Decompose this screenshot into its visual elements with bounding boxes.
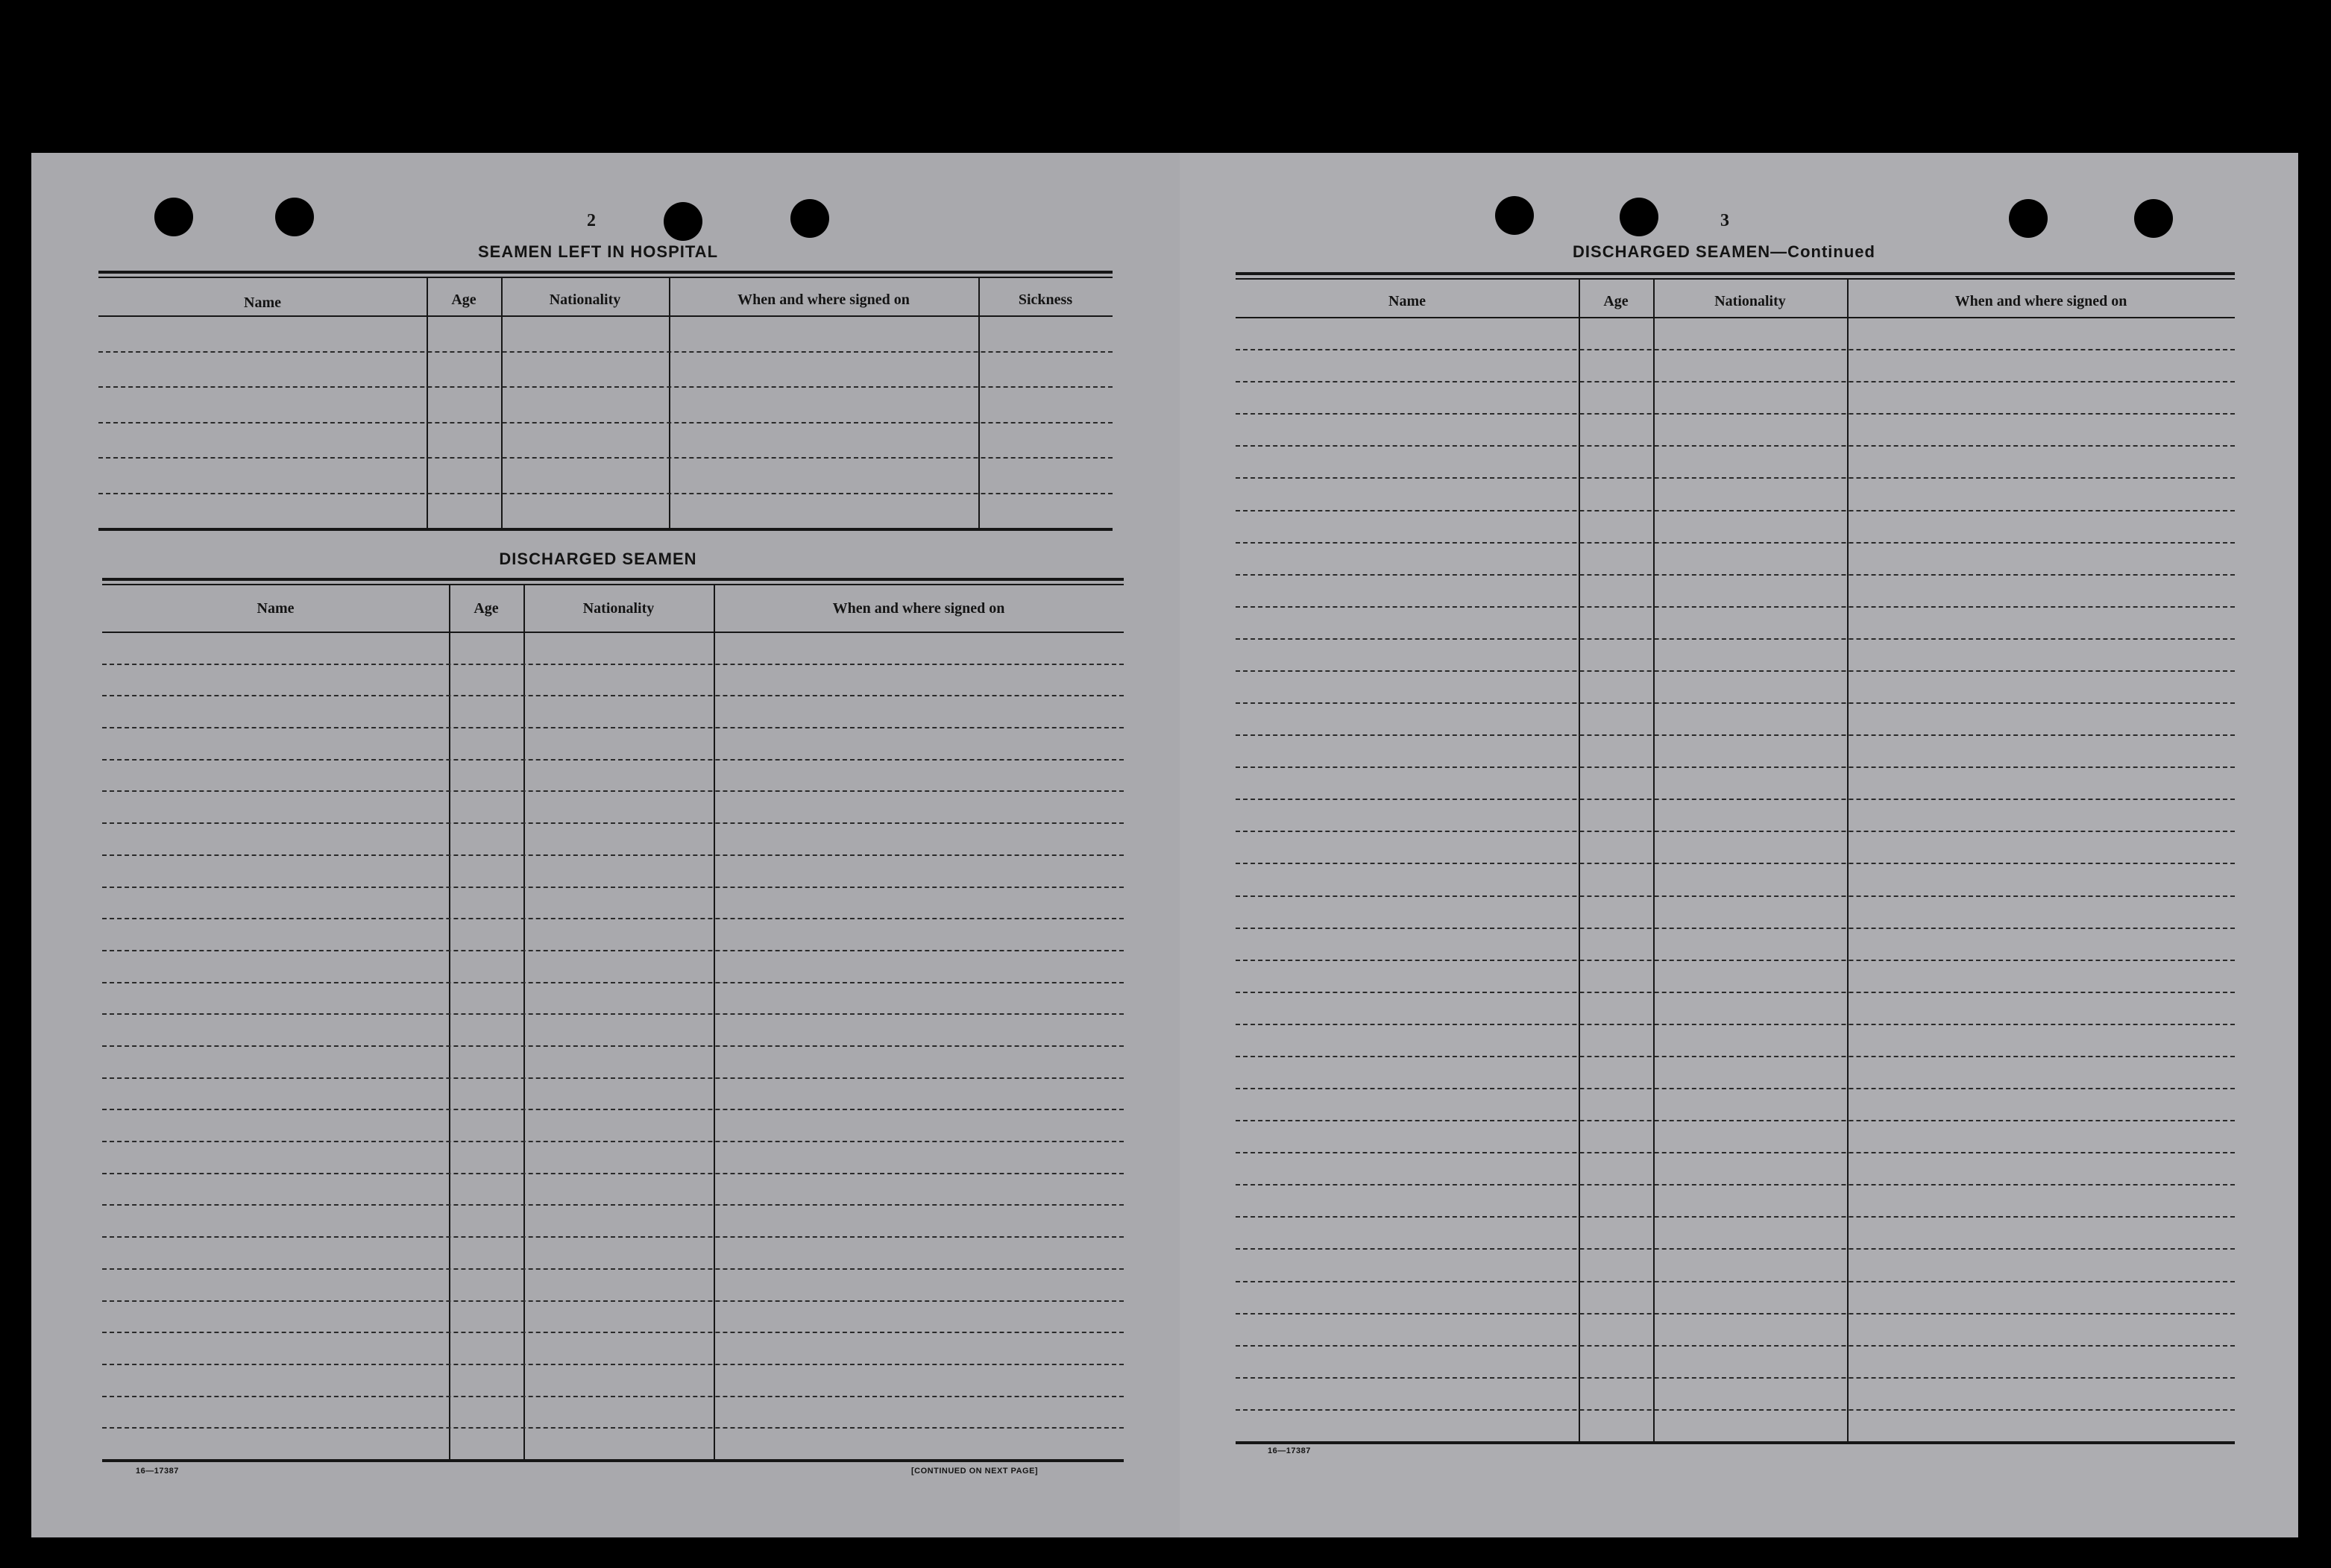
table-row xyxy=(102,1077,1124,1079)
table-row xyxy=(102,695,1124,696)
column-header-name: Name xyxy=(257,600,295,617)
table-top-rule xyxy=(1236,278,2235,280)
table-row xyxy=(1236,1088,2235,1089)
punch-hole xyxy=(2009,199,2048,238)
right-page xyxy=(1180,153,2298,1537)
header-divider xyxy=(1236,317,2235,318)
table-row xyxy=(1236,510,2235,511)
column-header-age: Age xyxy=(474,600,499,617)
column-header-signed-on: When and where signed on xyxy=(1954,293,2127,309)
table-row xyxy=(98,493,1113,494)
table-row xyxy=(102,1427,1124,1429)
table-row xyxy=(1236,670,2235,672)
table-row xyxy=(102,790,1124,792)
table-row xyxy=(1236,1120,2235,1121)
table-row xyxy=(102,1300,1124,1302)
discharged-continued-table xyxy=(1236,272,2235,1446)
table-row xyxy=(1236,1313,2235,1314)
punch-hole xyxy=(664,202,702,241)
column-divider xyxy=(1847,280,1849,1441)
table-row xyxy=(1236,1345,2235,1347)
table-row xyxy=(102,1396,1124,1397)
table-row xyxy=(102,1236,1124,1238)
table-row xyxy=(102,918,1124,919)
table-top-rule xyxy=(102,578,1124,581)
table-row xyxy=(1236,766,2235,768)
table-row xyxy=(1236,1024,2235,1025)
hospital-section-title: SEAMEN LEFT IN HOSPITAL xyxy=(477,242,719,261)
form-number: 16—17387 xyxy=(1268,1446,1311,1455)
table-row xyxy=(102,822,1124,824)
column-header-name: Name xyxy=(244,295,281,311)
table-row xyxy=(102,854,1124,856)
table-row xyxy=(1236,1409,2235,1411)
form-number: 16—17387 xyxy=(136,1467,179,1476)
hospital-table xyxy=(98,271,1113,532)
punch-hole xyxy=(1620,198,1658,236)
table-row xyxy=(1236,863,2235,864)
table-row xyxy=(1236,445,2235,447)
page-number: 3 xyxy=(1720,211,1729,230)
page-number: 2 xyxy=(587,211,596,230)
table-row xyxy=(102,950,1124,951)
table-row xyxy=(102,1332,1124,1333)
punch-hole xyxy=(275,198,314,236)
table-row xyxy=(1236,1184,2235,1186)
table-row xyxy=(102,1045,1124,1047)
table-row xyxy=(1236,1248,2235,1250)
table-row xyxy=(102,664,1124,665)
column-header-name: Name xyxy=(1388,293,1426,309)
column-header-nationality: Nationality xyxy=(549,292,621,308)
table-row xyxy=(102,1364,1124,1365)
table-row xyxy=(1236,349,2235,350)
column-divider xyxy=(1653,280,1655,1441)
table-row xyxy=(98,422,1113,424)
column-header-nationality: Nationality xyxy=(1714,293,1786,309)
column-divider xyxy=(523,585,525,1459)
table-row xyxy=(102,1013,1124,1015)
table-row xyxy=(1236,702,2235,704)
column-header-nationality: Nationality xyxy=(582,600,655,617)
table-row xyxy=(102,727,1124,728)
table-row xyxy=(1236,1056,2235,1057)
table-row xyxy=(1236,1281,2235,1282)
header-divider xyxy=(98,315,1113,317)
table-row xyxy=(98,386,1113,388)
column-divider xyxy=(669,278,670,528)
table-row xyxy=(102,1109,1124,1110)
table-row xyxy=(1236,606,2235,608)
table-row xyxy=(102,887,1124,888)
table-row xyxy=(1236,638,2235,640)
left-page xyxy=(31,153,1180,1537)
column-header-sickness: Sickness xyxy=(1018,292,1073,308)
table-row xyxy=(1236,574,2235,576)
column-divider xyxy=(1579,280,1580,1441)
table-row xyxy=(1236,831,2235,832)
table-row xyxy=(102,1204,1124,1206)
table-row xyxy=(1236,928,2235,929)
punch-hole xyxy=(790,199,829,238)
column-header-age: Age xyxy=(451,292,476,308)
table-row xyxy=(1236,413,2235,415)
table-row xyxy=(1236,542,2235,544)
table-bottom-rule xyxy=(98,528,1113,531)
table-row xyxy=(1236,1152,2235,1153)
discharged-continued-title: DISCHARGED SEAMEN—Continued xyxy=(1573,242,1875,261)
table-row xyxy=(1236,381,2235,382)
column-header-signed-on: When and where signed on xyxy=(737,292,910,308)
table-row xyxy=(1236,992,2235,993)
continued-note: [CONTINUED ON NEXT PAGE] xyxy=(911,1467,1039,1476)
table-row xyxy=(1236,960,2235,961)
table-row xyxy=(1236,799,2235,800)
discharged-section-title: DISCHARGED SEAMEN xyxy=(499,550,697,568)
table-top-rule xyxy=(98,271,1113,274)
table-row xyxy=(1236,734,2235,736)
table-top-rule xyxy=(98,277,1113,278)
punch-hole xyxy=(1495,196,1534,235)
table-row xyxy=(1236,1377,2235,1379)
column-header-signed-on: When and where signed on xyxy=(832,600,1005,617)
punch-hole xyxy=(2134,199,2173,238)
column-divider xyxy=(427,278,428,528)
table-row xyxy=(1236,477,2235,479)
table-bottom-rule xyxy=(1236,1441,2235,1444)
punch-hole xyxy=(154,198,193,236)
column-header-age: Age xyxy=(1603,293,1629,309)
table-row xyxy=(98,351,1113,353)
table-row xyxy=(102,1173,1124,1174)
table-top-rule xyxy=(1236,272,2235,275)
table-row xyxy=(98,457,1113,459)
table-top-rule xyxy=(102,584,1124,585)
column-divider xyxy=(714,585,715,1459)
header-divider xyxy=(102,632,1124,633)
table-bottom-rule xyxy=(102,1459,1124,1462)
column-divider xyxy=(449,585,450,1459)
table-row xyxy=(1236,895,2235,897)
table-row xyxy=(102,1268,1124,1270)
table-row xyxy=(102,982,1124,983)
table-row xyxy=(102,759,1124,761)
column-divider xyxy=(501,278,503,528)
table-row xyxy=(102,1141,1124,1142)
discharged-table xyxy=(102,578,1124,1465)
column-divider xyxy=(978,278,980,528)
table-row xyxy=(1236,1216,2235,1218)
